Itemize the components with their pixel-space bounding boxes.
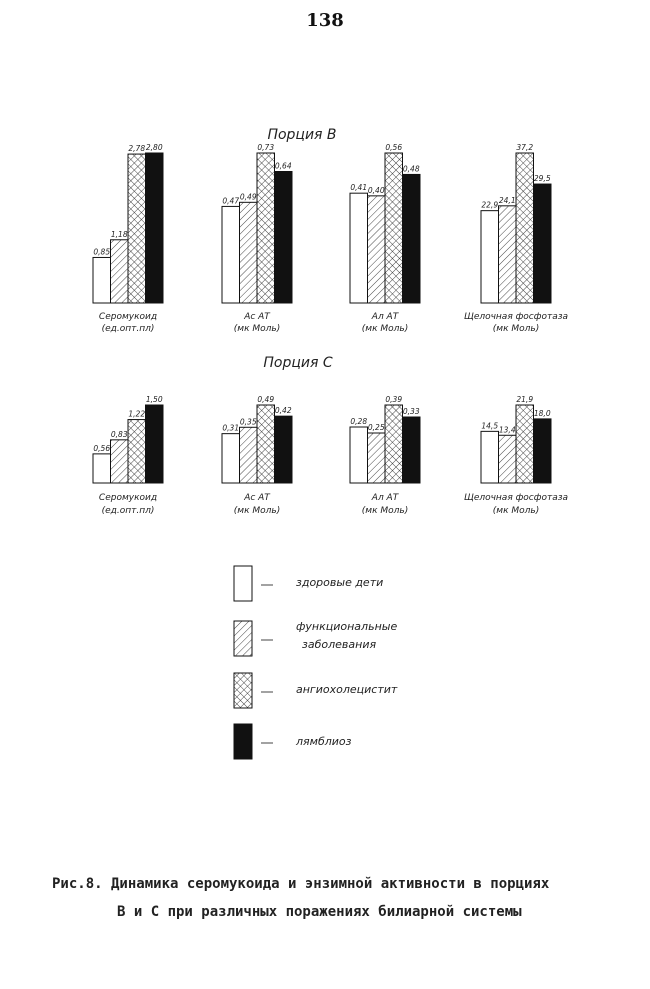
bar <box>93 454 111 483</box>
bar <box>499 435 517 483</box>
chart-title: Порция С <box>263 355 333 371</box>
bar <box>350 427 368 483</box>
bar <box>128 154 146 303</box>
bar-value-label: 0,35 <box>239 417 257 427</box>
bar <box>385 405 403 483</box>
caption-line-1: Рис.8. Динамика серомукоида и энзимной активности в порциях <box>52 876 550 892</box>
bar <box>385 153 403 303</box>
legend-label: заболевания <box>302 638 377 651</box>
bar-value-label: 1,18 <box>110 229 128 239</box>
bar-value-label: 0,33 <box>402 407 420 416</box>
bar-value-label: 0,64 <box>274 161 292 171</box>
bar-value-label: 29,5 <box>533 174 551 184</box>
bar <box>368 196 386 303</box>
legend-item <box>234 566 383 601</box>
bar-value-label: 0,28 <box>350 417 368 426</box>
bar <box>350 193 368 303</box>
bar-value-label: 21,9 <box>516 395 534 404</box>
bar <box>481 431 499 483</box>
bar <box>499 206 517 303</box>
legend-label: функциональные <box>296 620 398 633</box>
legend-swatch <box>234 621 252 656</box>
category-label: Ас АТ <box>244 493 270 503</box>
legend-item <box>234 620 397 656</box>
bar-group <box>93 395 163 516</box>
bar-value-label: 37,2 <box>516 143 534 152</box>
bar-value-label: 18,0 <box>533 408 551 418</box>
legend-swatch <box>234 724 252 759</box>
bar <box>516 405 534 483</box>
page-number: 138 <box>306 10 344 31</box>
bar <box>222 206 240 303</box>
bar <box>240 427 258 483</box>
bar <box>368 433 386 483</box>
legend-swatch <box>234 673 252 708</box>
category-label: Серомукоид <box>98 312 158 322</box>
bar-value-label: 0,49 <box>257 395 275 404</box>
bar <box>275 416 293 483</box>
bar-group <box>350 395 420 516</box>
bar-group <box>93 143 163 334</box>
category-label: Щелочная фосфотаза <box>463 493 569 503</box>
category-unit-label: (мк Моль) <box>361 324 409 334</box>
bar-value-label: 1,22 <box>128 409 146 419</box>
category-unit-label: (мк Моль) <box>233 324 281 334</box>
chart-panel-1 <box>93 127 568 334</box>
bar-value-label: 0,42 <box>274 406 292 416</box>
legend <box>234 566 398 759</box>
legend-label: ангиохолецистит <box>296 683 398 696</box>
bar-value-label: 14,5 <box>481 421 499 431</box>
category-label: Ас АТ <box>244 312 270 322</box>
caption-line-2: В и С при различных поражениях билиарной системы <box>117 904 522 920</box>
bar <box>403 174 421 303</box>
legend-label: здоровые дети <box>296 576 384 589</box>
bar <box>146 153 164 303</box>
category-unit-label: (мк Моль) <box>492 506 540 516</box>
category-label: Щелочная фосфотаза <box>463 312 569 322</box>
category-unit-label: (ед.опт.пл) <box>101 506 155 516</box>
bar-value-label: 0,31 <box>222 423 240 433</box>
category-label: Ал АТ <box>371 312 399 322</box>
bar <box>534 184 552 303</box>
bar-value-label: 0,83 <box>110 429 128 439</box>
bar-value-label: 2,78 <box>128 144 146 154</box>
bar-value-label: 0,39 <box>385 395 403 404</box>
bar-value-label: 24,1 <box>498 195 516 205</box>
bar-value-label: 0,40 <box>367 185 385 195</box>
bar-value-label: 0,85 <box>93 247 111 257</box>
bar <box>403 417 421 483</box>
bar-value-label: 0,56 <box>93 443 111 453</box>
legend-item <box>234 673 398 708</box>
bar-value-label: 0,49 <box>239 192 257 202</box>
chart-title: Порция В <box>267 127 337 143</box>
category-unit-label: (мк Моль) <box>233 506 281 516</box>
bar-group <box>350 143 420 334</box>
bar-value-label: 0,48 <box>402 164 420 174</box>
bar-value-label: 0,47 <box>222 196 240 206</box>
bar <box>240 202 258 303</box>
bar <box>534 419 552 483</box>
bar-value-label: 0,56 <box>385 143 403 152</box>
bar-group <box>222 143 292 334</box>
bar <box>93 257 111 303</box>
bar-value-label: 2,80 <box>145 143 163 152</box>
bar <box>111 240 129 303</box>
bar-value-label: 22,9 <box>481 200 499 210</box>
bar-group <box>222 395 292 516</box>
legend-label: лямблиоз <box>296 735 352 748</box>
bar <box>128 420 146 483</box>
bar-value-label: 13,4 <box>498 425 516 435</box>
bar-group <box>464 395 568 516</box>
bar-value-label: 1,50 <box>145 395 163 404</box>
chart-panel-2 <box>93 355 568 516</box>
bar <box>222 434 240 483</box>
category-label: Ал АТ <box>371 493 399 503</box>
bar <box>481 211 499 303</box>
bar <box>516 153 534 303</box>
bar <box>275 171 293 303</box>
legend-swatch <box>234 566 252 601</box>
bar <box>111 440 129 483</box>
bar <box>257 405 275 483</box>
bar-value-label: 0,25 <box>367 423 385 432</box>
bar-value-label: 0,73 <box>257 143 275 152</box>
legend-item <box>234 724 352 759</box>
category-unit-label: (мк Моль) <box>492 324 540 334</box>
bar-group <box>464 143 568 334</box>
category-unit-label: (мк Моль) <box>361 506 409 516</box>
category-label: Серомукоид <box>98 493 158 503</box>
bar-value-label: 0,41 <box>350 183 368 193</box>
bar <box>257 153 275 303</box>
bar <box>146 405 164 483</box>
category-unit-label: (ед.опт.пл) <box>101 324 155 334</box>
